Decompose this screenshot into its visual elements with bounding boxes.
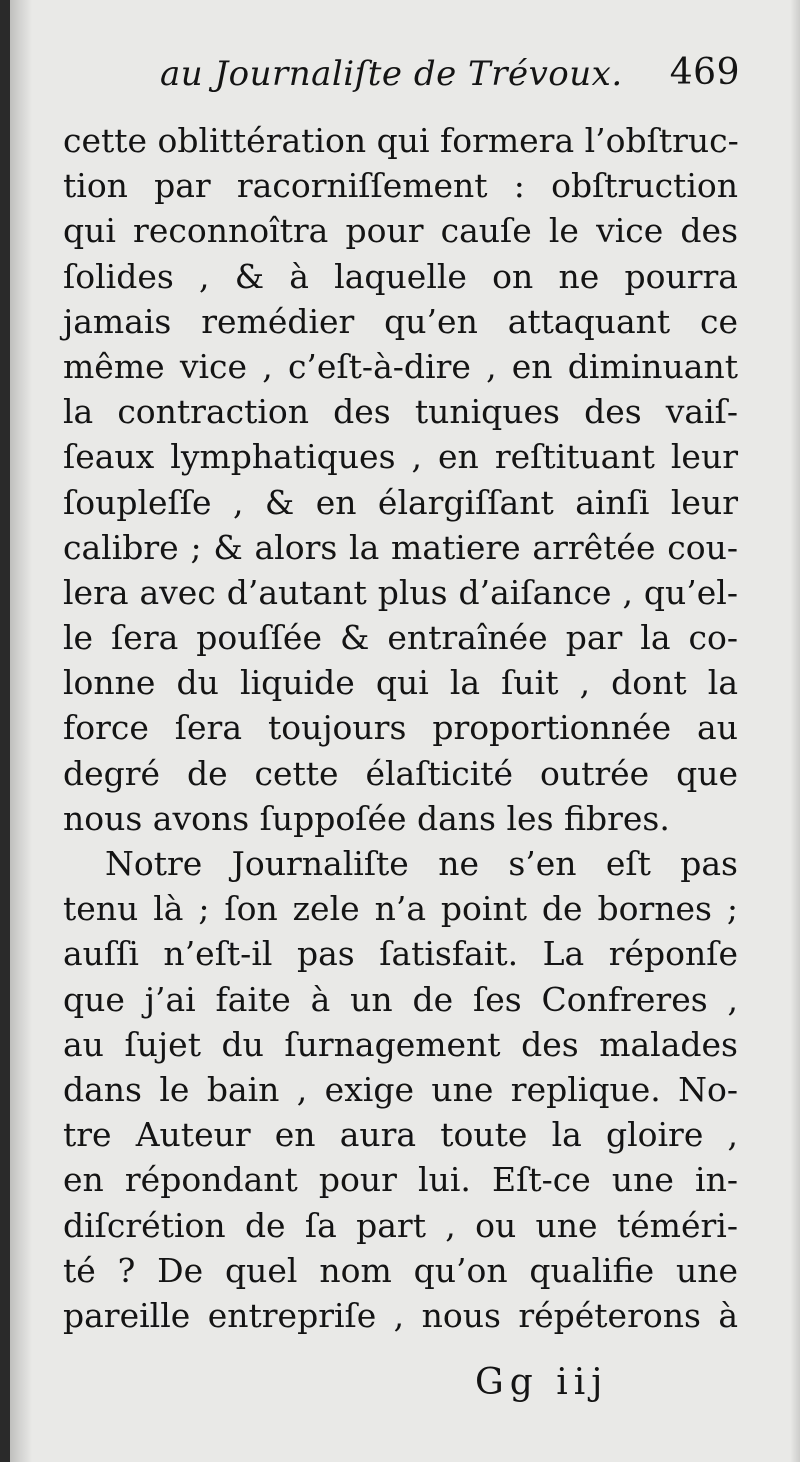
text-line: pareille entrepriſe , nous répéterons à	[63, 1295, 738, 1335]
paragraph-start-line: Notre Journaliſte ne s’en eſt pas	[105, 844, 738, 883]
text-line: auſſi n’eſt-il pas ſatisfait. La réponſe	[63, 934, 738, 974]
text-line: au ſujet du ſurnagement des malades	[63, 1024, 738, 1064]
text-line: qui reconnoîtra pour cauſe le vice des	[63, 211, 738, 251]
running-head	[160, 48, 740, 104]
text-line: tre Auteur en aura toute la gloire ,	[63, 1115, 738, 1155]
signature-mark: Gg iij	[475, 1362, 609, 1403]
running-title: au Journaliſte de Trévoux.	[160, 54, 623, 94]
text-line: té ? De quel nom qu’on qualifie une	[63, 1250, 738, 1290]
text-line: ſeaux lymphatiques , en reſtituant leur	[63, 437, 738, 477]
text-line: ſolides , & à laquelle on ne pourra	[63, 256, 738, 296]
text-line: lera avec d’autant plus d’aiſance , qu’el-	[63, 572, 738, 612]
text-line: le ſera pouſſée & entraînée par la co-	[63, 618, 738, 658]
paragraph-end-line: nous avons ſuppoſée dans les fibres.	[63, 798, 670, 838]
text-line: que j’ai faite à un de ſes Confreres ,	[63, 979, 738, 1019]
text-line: lonne du liquide qui la ſuit , dont la	[63, 663, 738, 703]
text-line: dans le bain , exige une replique. No-	[63, 1069, 738, 1109]
text-line: en répondant pour lui. Eſt-ce une in-	[63, 1160, 738, 1200]
text-line: diſcrétion de ſa part , ou une téméri-	[63, 1205, 738, 1245]
text-line: tenu là ; ſon zele n’a point de bornes ;	[63, 889, 738, 929]
book-page	[10, 0, 800, 1462]
text-line: même vice , c’eſt-à-dire , en diminuant	[63, 346, 738, 386]
body-text	[63, 118, 738, 1338]
text-line: cette oblittération qui formera l’obſtruc-	[63, 121, 739, 160]
text-line: force ſera toujours proportionnée au	[63, 708, 738, 748]
text-line: la contraction des tuniques des vaiſ-	[63, 392, 738, 432]
text-line: degré de cette élaſticité outrée que	[63, 753, 738, 793]
text-line: jamais remédier qu’en attaquant ce	[63, 301, 738, 341]
page-number: 469	[669, 52, 740, 93]
text-line: tion par racorniſſement : obſtruction	[63, 166, 738, 206]
text-line: calibre ; & alors la matiere arrêtée cou-	[63, 527, 738, 567]
text-line: ſoupleſſe , & en élargiſſant ainſi leur	[63, 482, 738, 522]
